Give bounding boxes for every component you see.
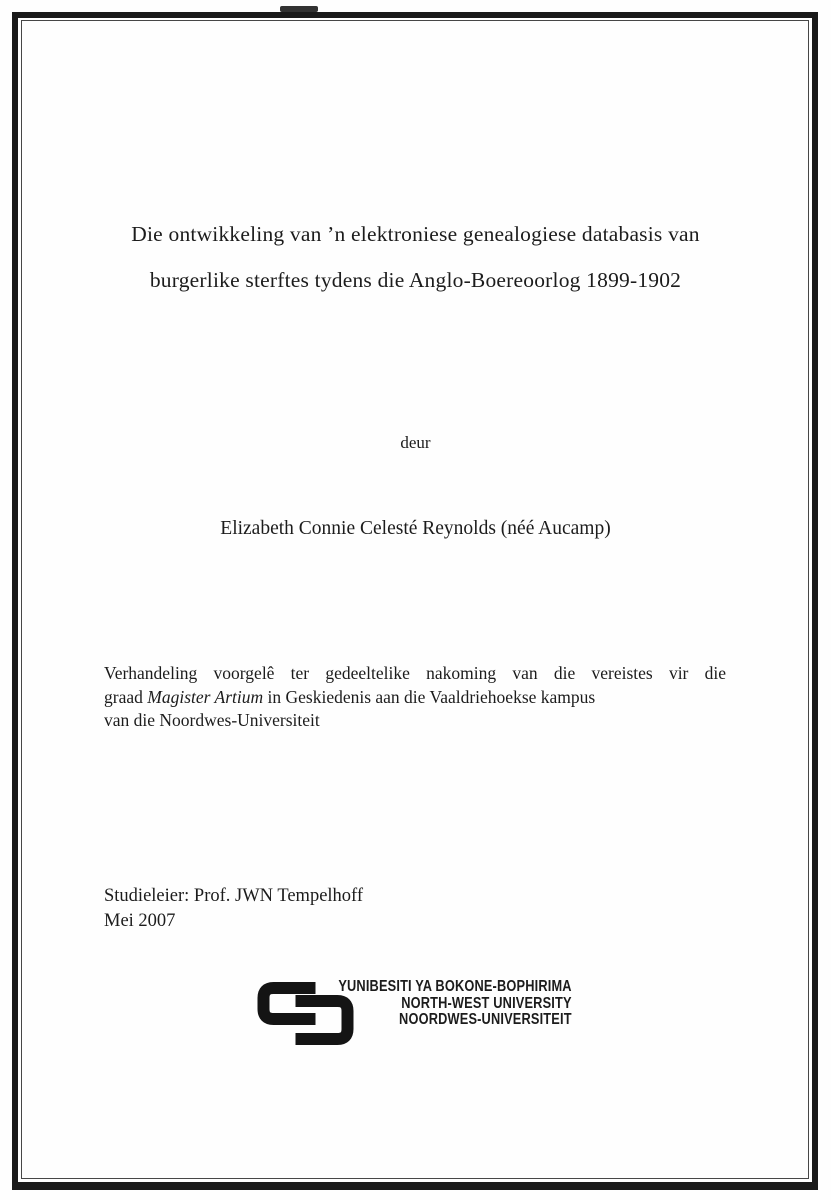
supervisor-line: Studieleier: Prof. JWN Tempelhoff [104,886,364,906]
degree-statement-line2-post: in Geskiedenis aan die Vaaldriehoekse kampus [263,686,596,707]
logo-line-english: NORTH-WEST UNIVERSITY [401,994,572,1012]
scan-artifact [280,6,318,12]
degree-name-italic: Magister Artium [147,686,264,707]
credits-block [104,884,604,933]
degree-statement-line1: Verhandeling voorgelê ter gedeeltelike nakoming van die vereistes vir die [104,663,726,683]
logo-line-setswana: YUNIBESITI YA BOKONE-BOPHIRIMA [338,978,572,995]
thesis-title-line1: Die ontwikkeling van ’n elektroniese genealogiese databasis van [131,222,700,246]
degree-statement-line2 [104,686,726,710]
degree-statement-line3: van die Noordwes-Universiteit [104,710,320,730]
degree-statement-line2-pre: graad [104,686,148,707]
nwu-logo [257,979,572,1047]
thesis-title-line2: burgerlike sterftes tydens die Anglo-Boereoorlog 1899-1902 [149,267,682,292]
thesis-title [105,212,726,303]
logo-line-afrikaans: NOORDWES-UNIVERSITEIT [399,1011,572,1028]
degree-statement [104,662,726,733]
date-line: Mei 2007 [104,910,176,931]
nwu-logo-text [339,979,572,1029]
byline: deur [400,433,431,452]
author-name: Elizabeth Connie Celesté Reynolds (néé Aucamp) [220,518,611,539]
